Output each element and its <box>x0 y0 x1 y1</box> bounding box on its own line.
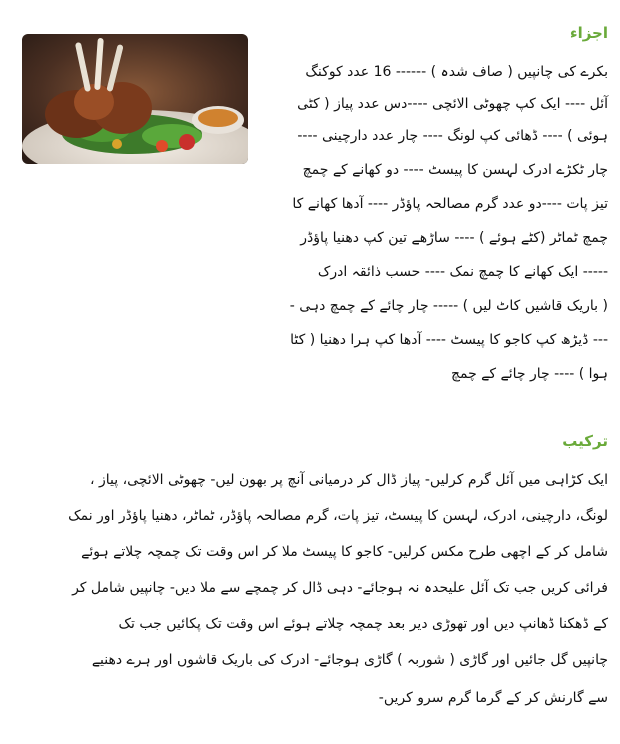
ingredient-line: آئل ---- ایک کپ چھوٹی الائچی ----دس عدد پیاز ( کٹی <box>297 96 608 112</box>
ingredient-line: بکرے کی چانپیں ( صاف شدہ ) ------ 16 عدد کوکنگ <box>305 64 608 80</box>
ingredient-line: ( باریک قاشیں کاٹ لیں ) ----- چار چائے کے چمچ دہی - <box>289 298 608 314</box>
ingredient-line: تیز پات ----دو عدد گرم مصالحہ پاؤڈر ---- آدھا کھانے کا <box>292 196 608 212</box>
method-line: کے ڈھکنا ڈھانپ دیں اور تھوڑی دیر بعد چمچہ چلاتے ہوئے اس وقت تک پکائیں جب تک <box>118 616 608 632</box>
ingredients-heading: اجزاء <box>569 24 608 42</box>
method-line: لونگ، دارچینی، ادرک، لہسن کا پیسٹ، تیز پات، گرم مصالحہ پاؤڈر، ٹماٹر، دھنیا پاؤڈر اور نمک <box>68 508 608 524</box>
method-line: فرائی کریں جب تک آئل علیحدہ نہ ہوجائے- دہی ڈال کر چمچے سے ملا دیں- چانپیں شامل کر <box>72 580 608 596</box>
method-line: ایک کڑاہی میں آئل گرم کرلیں- پیاز ڈال کر درمیانی آنچ پر بھون لیں- چھوٹی الائچی، پیاز ، <box>90 472 608 488</box>
ingredient-line: ہوا ) ---- چار چائے کے چمچ <box>450 366 608 382</box>
ingredient-line: ----- ایک کھانے کا چمچ نمک ---- حسب ذائقہ ادرک <box>317 264 608 280</box>
method-line: شامل کر کے اچھی طرح مکس کرلیں- کاجو کا پیسٹ ملا کر اس وقت تک چمچہ چلاتے ہوئے <box>81 544 608 560</box>
lamb-chops-photo <box>22 34 248 164</box>
method-line: چانپیں گل جائیں اور گاڑی ( شوربہ ) گاڑی ہوجائے- ادرک کی باریک قاشوں اور ہرے دھنیے <box>91 652 608 668</box>
ingredient-line: --- ڈیڑھ کپ کاجو کا پیسٹ ---- آدھا کپ ہرا دھنیا ( کٹا <box>290 332 608 348</box>
method-heading: ترکیب <box>562 432 608 450</box>
ingredient-line: چمچ ٹماٹر (کٹے ہوئے ) ---- ساڑھے تین کپ دھنیا پاؤڈر <box>300 230 608 246</box>
ingredient-line: چار ٹکڑے ادرک لہسن کا پیسٹ ---- دو کھانے کے چمچ <box>302 162 608 178</box>
method-line: سے گارنش کر کے گرما گرم سرو کریں- <box>378 690 608 706</box>
ingredient-line: ہوئی ) ---- ڈھائی کپ لونگ ---- چار عدد دارچینی ---- <box>297 128 608 144</box>
